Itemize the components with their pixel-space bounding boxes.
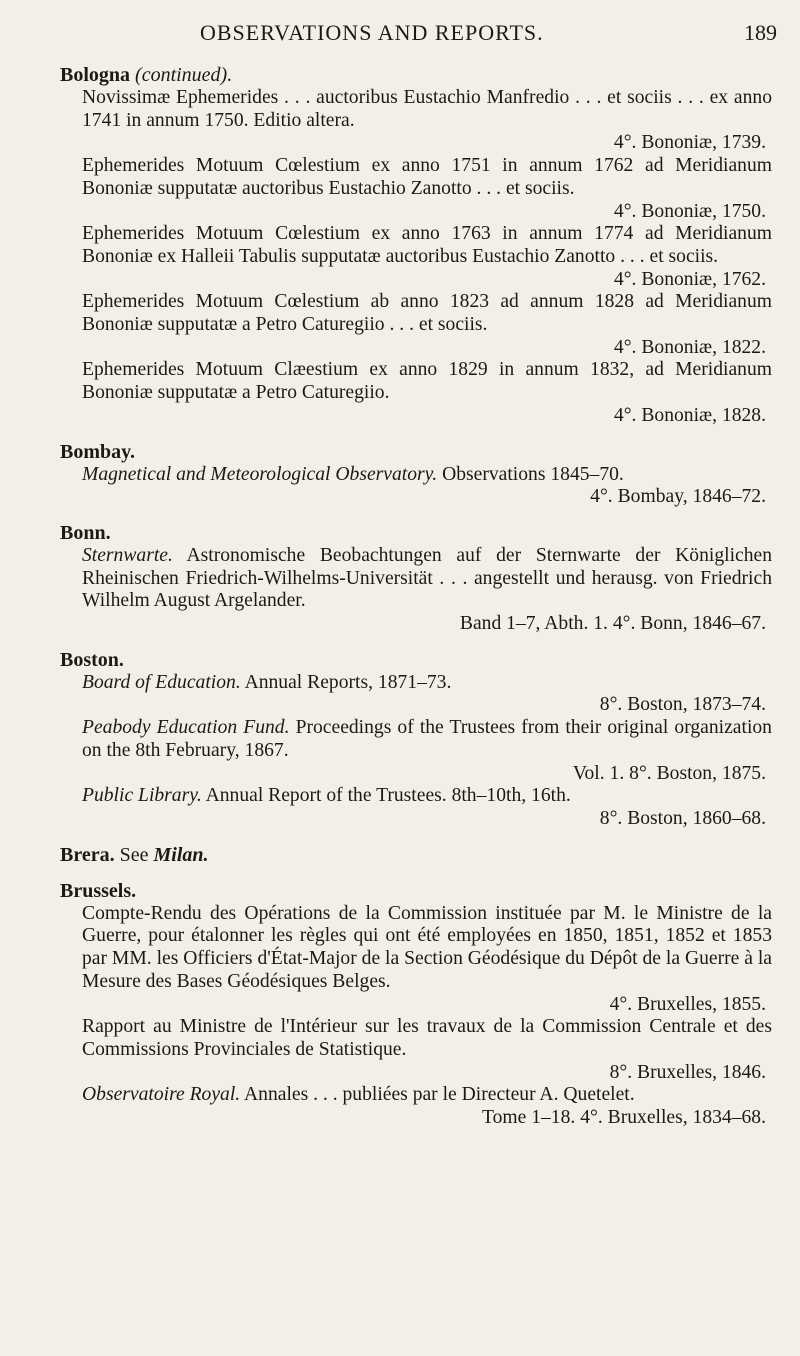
catalogue-entry xyxy=(82,87,772,155)
entry-imprint: 4°. Bononiæ, 1739. xyxy=(613,132,766,154)
entry-imprint: Vol. 1. 8°. Boston, 1875. xyxy=(572,762,766,784)
entry-imprint: 4°. Bononiæ, 1822. xyxy=(613,336,766,358)
catalogue-entry xyxy=(82,291,772,359)
entry-text: Ephemerides Motuum Cœlestium ex anno 1763 in annum 1774 ad Meridianum Bononiæ ex Halleii Tabulis supputatæ auctoribus Eustachio Zanotto . . . et sociis. xyxy=(82,223,772,267)
section-bombay xyxy=(60,441,772,509)
section-bonn xyxy=(60,522,772,636)
catalogue-entry xyxy=(82,545,772,636)
section-brera xyxy=(60,844,772,867)
running-head xyxy=(0,20,800,50)
section-heading: Bonn. xyxy=(60,521,111,544)
section-boston xyxy=(60,649,772,831)
catalogue-entry xyxy=(82,359,772,427)
catalogue-entry xyxy=(82,155,772,223)
entry-text: Novissimæ Ephemerides . . . auctoribus Eustachio Manfredio . . . et sociis . . . ex anno 1741 in annum 1750. Editio altera. xyxy=(82,87,772,131)
entry-text: Annual Reports, 1871–73. xyxy=(244,671,452,693)
entry-imprint: Tome 1–18. 4°. Bruxelles, 1834–68. xyxy=(481,1107,766,1129)
entry-imprint: 4°. Bononiæ, 1828. xyxy=(613,404,766,426)
entry-title: Board of Education. xyxy=(82,671,241,693)
entry-title: Magnetical and Meteorological Observatory. xyxy=(82,463,438,485)
entry-imprint: 4°. Bononiæ, 1750. xyxy=(613,200,766,222)
entry-imprint: 4°. Bruxelles, 1855. xyxy=(609,993,766,1015)
see-target: Milan. xyxy=(153,843,209,866)
catalogue-entry xyxy=(82,223,772,291)
entry-title: Peabody Education Fund. xyxy=(82,717,290,739)
entry-imprint: 4°. Bononiæ, 1762. xyxy=(613,268,766,290)
catalogue-entry xyxy=(82,672,772,717)
section-brussels xyxy=(60,880,772,1130)
entry-imprint: Band 1–7, Abth. 1. 4°. Bonn, 1846–67. xyxy=(459,613,766,635)
catalogue-entry xyxy=(82,903,772,1017)
catalogue-entry xyxy=(82,1016,772,1084)
entry-title: Sternwarte. xyxy=(82,544,173,566)
catalogue-entry xyxy=(82,785,772,830)
entry-imprint: 8°. Boston, 1860–68. xyxy=(599,807,766,829)
section-heading xyxy=(60,844,772,867)
catalogue-content xyxy=(60,64,772,1130)
section-heading xyxy=(60,64,772,87)
running-title: OBSERVATIONS AND REPORTS. xyxy=(200,20,544,45)
entry-text: Ephemerides Motuum Clæestium ex anno 1829 in annum 1832, ad Meridianum Bononiæ supputatæ a Petro Caturegiio. xyxy=(82,359,772,404)
section-heading: Bombay. xyxy=(60,440,136,463)
section-heading: Boston. xyxy=(60,648,124,671)
entry-title: Public Library. xyxy=(82,785,202,807)
entry-imprint: 4°. Bombay, 1846–72. xyxy=(590,486,766,508)
entry-text: Proceedings of the Trustees from their original organization on the 8th February, 1867. xyxy=(82,717,772,761)
cross-reference xyxy=(120,844,209,866)
catalogue-entry xyxy=(82,464,772,509)
page-number: 189 xyxy=(744,20,777,45)
entry-text: Annual Report of the Trustees. 8th–10th, 16th. xyxy=(205,785,571,807)
heading-text: Brera. xyxy=(60,843,115,866)
entry-text: Rapport au Ministre de l'Intérieur sur les travaux de la Commission Centrale et des Commissions Provinciales de Statistique. xyxy=(82,1016,772,1060)
see-label: See xyxy=(119,843,149,866)
entry-imprint: 8°. Bruxelles, 1846. xyxy=(609,1061,766,1083)
entry-text: Astronomische Beobachtungen auf der Sternwarte der Königlichen Rheinischen Friedrich-Wilhelms-Universität . . . angestellt und herausg. von Friedrich Wilhelm August Argelander. xyxy=(82,544,772,612)
catalogue-entry xyxy=(82,1084,772,1129)
catalogue-entry xyxy=(82,717,772,785)
heading-continued-note: (continued). xyxy=(135,64,233,86)
entry-text: Ephemerides Motuum Cœlestium ex anno 1751 in annum 1762 ad Meridianum Bononiæ supputatæ auctoribus Eustachio Zanotto . . . et sociis. xyxy=(82,155,772,199)
entry-text: Observations 1845–70. xyxy=(442,463,624,485)
heading-text: Bologna xyxy=(60,64,131,86)
entry-text: Annales . . . publiées par le Directeur A. Quetelet. xyxy=(244,1084,635,1106)
entry-text: Compte-Rendu des Opérations de la Commission instituée par M. le Ministre de la Guerre, pour étalonner les règles qui ont été employées en 1850, 1851, 1852 et 1853 par MM. les Officiers d'État-Major de la Section Géodésique du Dépôt de la Guerre à la Mesure des Bases Géodésiques Belges. xyxy=(82,902,772,992)
section-heading: Brussels. xyxy=(60,879,137,902)
section-bologna xyxy=(60,64,772,428)
entry-title: Observatoire Royal. xyxy=(82,1084,241,1106)
entry-text: Ephemerides Motuum Cœlestium ab anno 1823 ad annum 1828 ad Meridianum Bononiæ supputatæ a Petro Caturegiio . . . et sociis. xyxy=(82,291,772,336)
entry-imprint: 8°. Boston, 1873–74. xyxy=(599,694,766,716)
